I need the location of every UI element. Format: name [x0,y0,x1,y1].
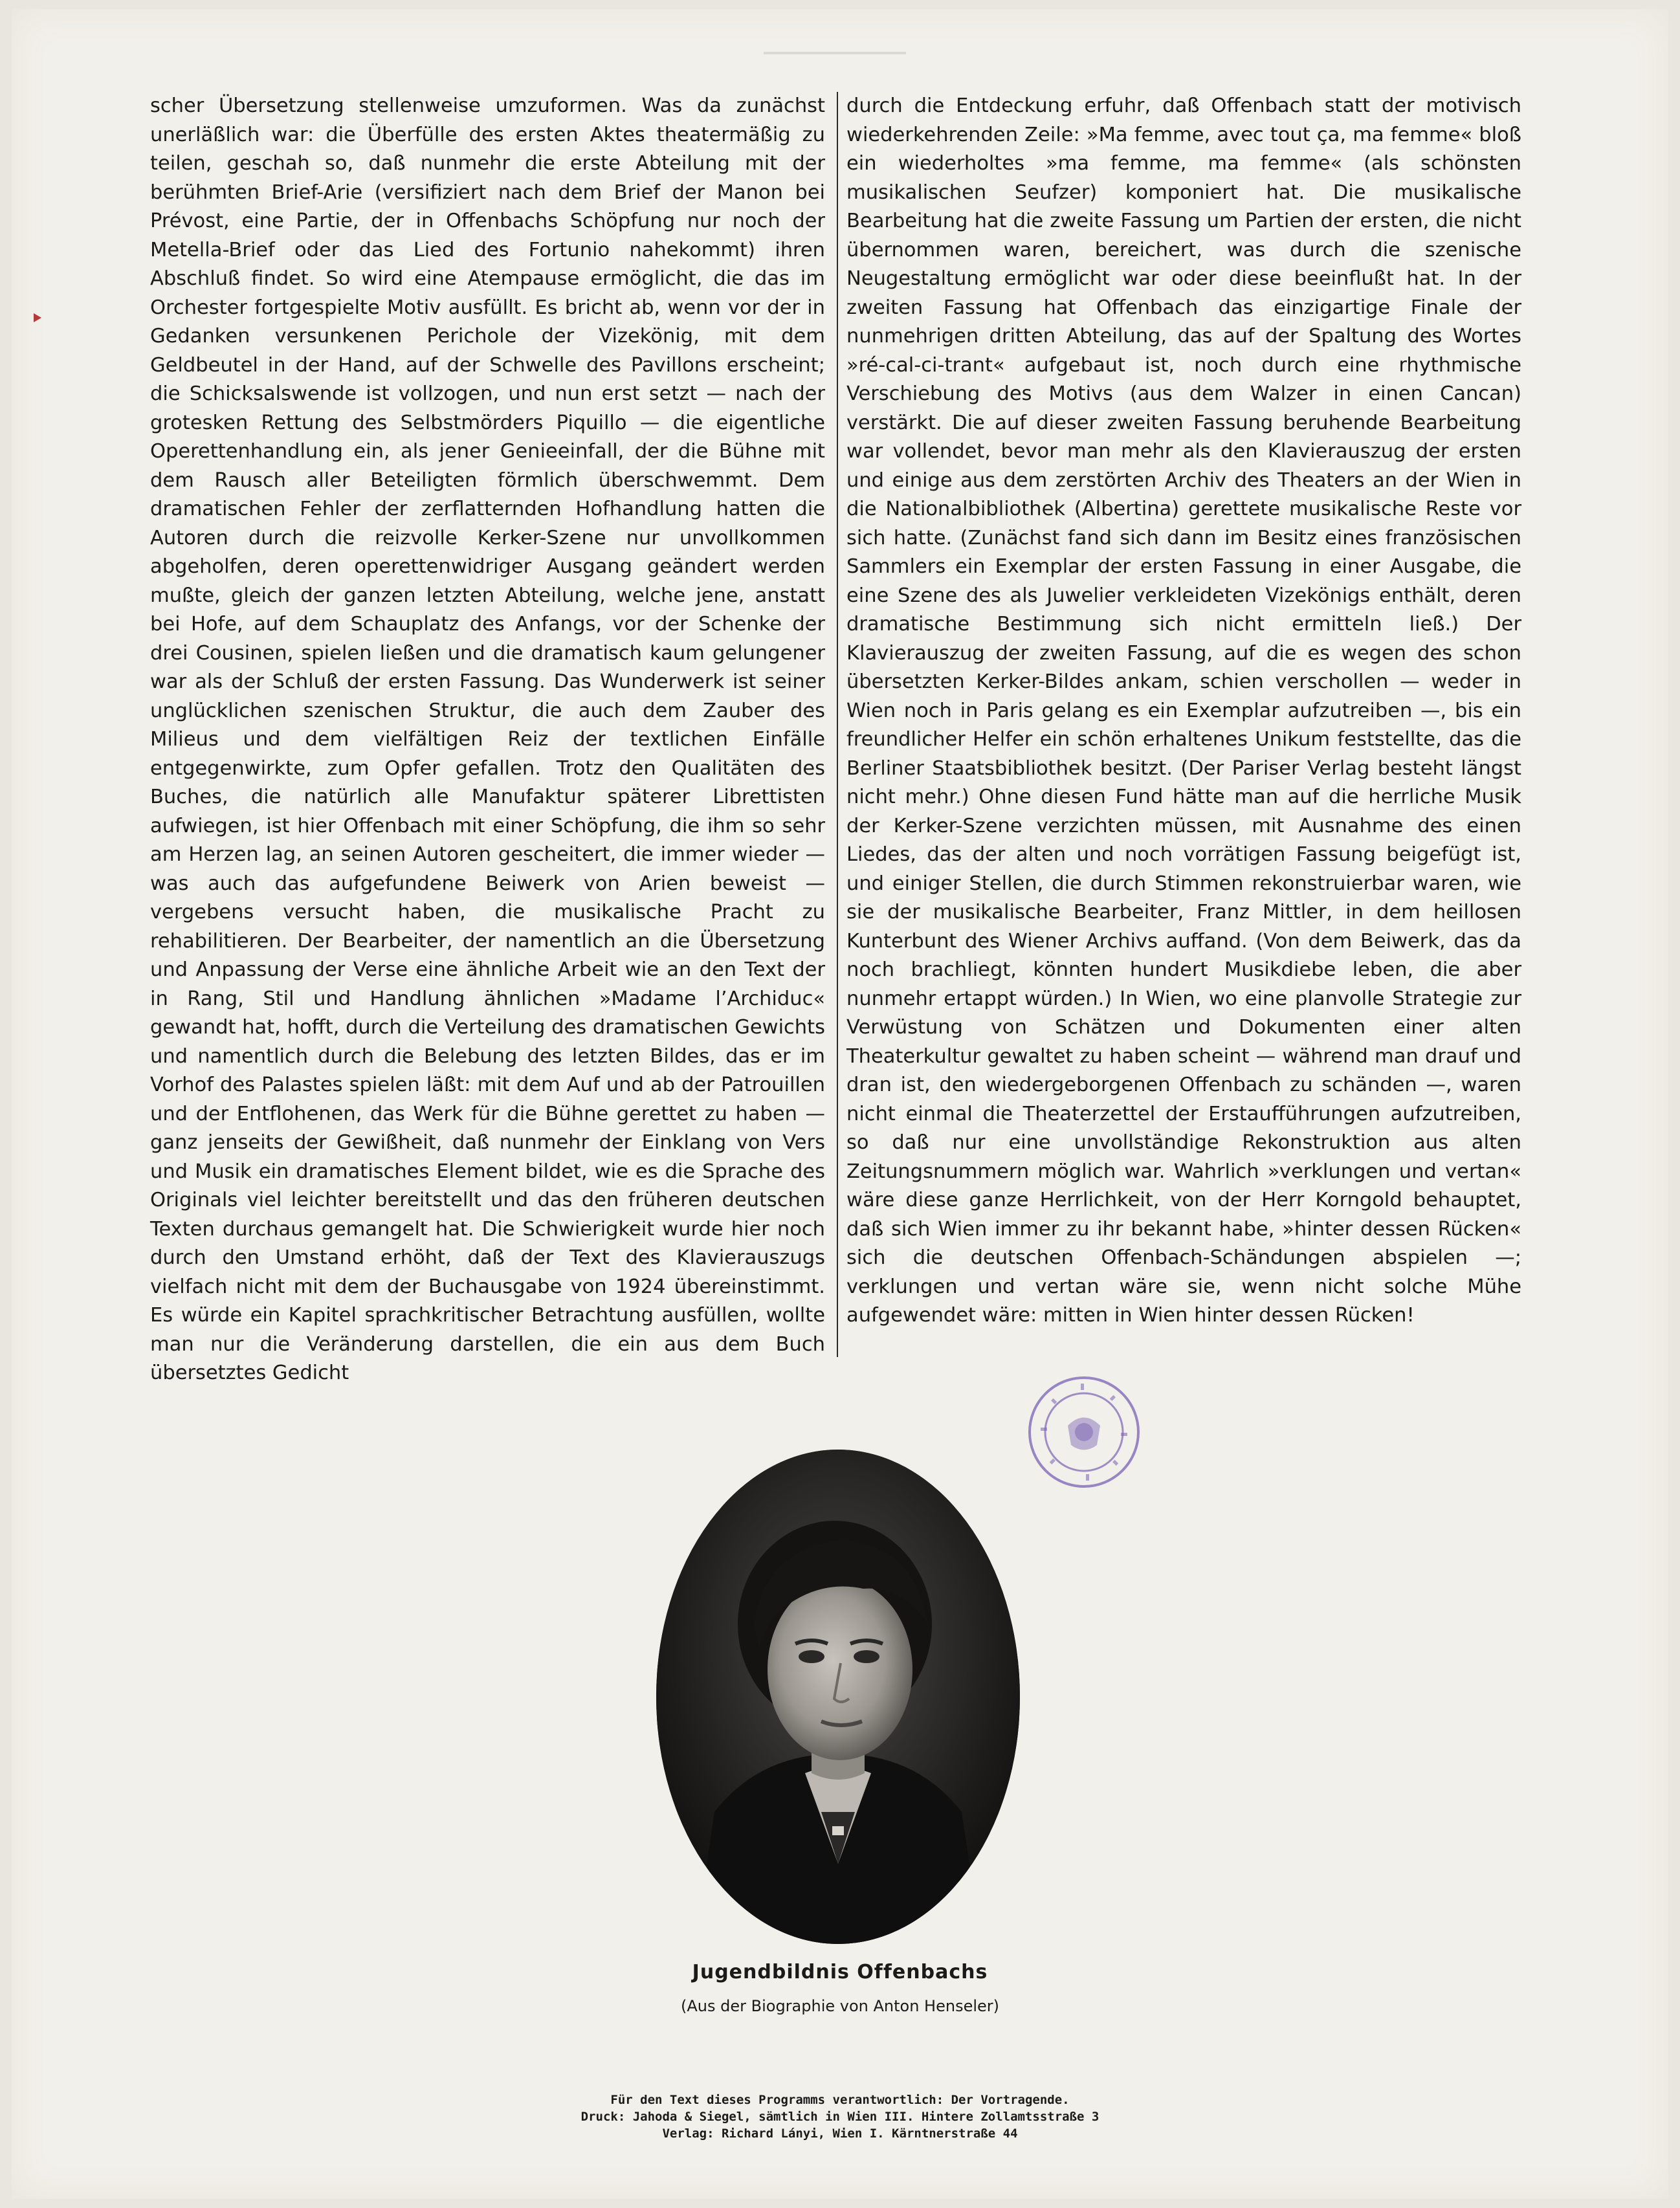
portrait-caption-title: Jugendbildnis Offenbachs [692,1961,988,1983]
left-column-text: scher Übersetzung stellenweise umzuformen. Was da zunächst unerläßlich war: die Überfülle des ersten Aktes theatermäßig zu teilen, geschah so, daß nunmehr die erste Abteilung mit der berühmten Brief-Arie (versifiziert nach dem Brief der Manon bei Prévost, eine Partie, der in Offenbachs Schöpfung nur noch der Metella-Brief oder das Lied des Fortunio nahekommt) ihren Abschluß findet. So wird eine Atempause ermöglicht, die das im Orchester fortgespielte Motiv ausfüllt. Es bricht ab, wenn vor der in Gedanken versunkenen Perichole der Vizekönig, mit dem Geldbeutel in der Hand, auf der Schwelle des Pavillons erscheint; die Schicksalswende ist vollzogen, und nun erst setzt — nach der grotesken Rettung des Selbstmörders Piquillo — die eigentliche Operettenhandlung ein, als jener Genieeinfall, der die Bühne mit dem Rausch aller Beteiligten förmlich überschwemmt. Dem dramatischen Fehler der zerflatternden Hofhandlung hatten die Autoren durch die reizvolle Kerker-Szene nur unvollkommen abgeholfen, deren operettenwidriger Ausgang geändert werden mußte, gleich der ganzen letzten Abteilung, welche jene, anstatt bei Hofe, auf dem Schauplatz des Anfangs, vor der Schenke der drei Cousinen, spielen ließen und die dramatisch kaum gelungener war als der Schluß der ersten Fassung. Das Wunderwerk ist seiner unglücklichen szenischen Struktur, die auch dem Zauber des Milieus und dem vielfältigen Reiz der textlichen Einfälle entgegenwirkte, zum Opfer gefallen. Trotz den Qualitäten des Buches, die natürlich alle Manufaktur späterer Librettisten aufwiegen, ist hier Offenbach mit einer Schöpfung, die ihm so sehr am Herzen lag, an seinen Autoren gescheitert, die immer wieder — was auch das aufgefundene Beiwerk von Arien beweist — vergebens versucht haben, die musikalische Pracht zu rehabilitieren. Der Bearbeiter, der namentlich an die Übersetzung und Anpassung der Verse eine ähnliche Arbeit wie an den Text der in Rang, Stil und Handlung ähnlichen »Madame l’Archiduc« gewandt hat, hofft, durch die Verteilung des dramatischen Gewichts und namentlich durch die Belebung des letzten Bildes, das er im Vorhof des Palastes spielen läßt: mit dem Auf und ab der Patrouillen und der Entflohenen, das Werk für die Bühne gerettet zu haben — ganz jenseits der Gewißheit, daß nunmehr der Einklang von Vers und Musik ein dramatisches Element bildet, wie es die Sprache des Originals viel leichter bereitstellt und das den früheren deutschen Texten durchaus gemangelt hat. Die Schwierigkeit wurde hier noch durch den Umstand erhöht, daß der Text des Klavierauszugs vielfach nicht mit dem der Buchausgabe von 1924 übereinstimmt. Es würde ein Kapitel sprachkritischer Betrachtung ausfüllen, wollte man nur die Veränderung darstellen, die ein aus dem Buch übersetztes Gedicht [150,94,825,1384]
imprint-footer [0,2092,1680,2142]
imprint-responsibility: Für den Text dieses Programms verantwortlich: Der Vortragende. [610,2093,1070,2107]
right-column-text: durch die Entdeckung erfuhr, daß Offenbach statt der motivisch wiederkehrenden Zeile: »Ma femme, avec tout ça, ma femme« bloß ein wiederholtes »ma femme, ma femme« (als schönsten musikalischen Seufzer) komponiert hat. Die musikalische Bearbeitung hat die zweite Fassung um Partien der ersten, die nicht übernommen waren, bereichert, was durch die szenische Neugestaltung ermöglicht war oder diese beeinflußt hat. In der zweiten Fassung hat Offenbach das einzigartige Finale der nunmehrigen dritten Abteilung, das auf der Spaltung des Wortes »ré-cal-ci-trant« aufgebaut ist, noch durch eine rhythmische Verschiebung des Motivs (aus dem Walzer in einen Cancan) verstärkt. Die auf dieser zweiten Fassung beruhende Bearbeitung war vollendet, bevor man mehr als den Klavierauszug der ersten und einige aus dem zerstörten Archiv des Theaters an der Wien in die Nationalbibliothek (Albertina) gerettete musikalische Reste vor sich hatte. (Zunächst fand sich dann im Besitz eines französischen Sammlers ein Exemplar der ersten Fassung in einer Ausgabe, die eine Szene des als Juwelier verkleideten Vizekönigs enthält, deren dramatische Bestimmung sich nicht ermitteln ließ.) Der Klavierauszug der zweiten Fassung, auf die es wegen des schon übersetzten Kerker-Bildes ankam, schien verschollen — weder in Wien noch in Paris gelang es ein Exemplar aufzutreiben —, bis ein freundlicher Helfer ein schön erhaltenes Unikum feststellte, das die Berliner Staatsbibliothek besitzt. (Der Pariser Verlag besteht längst nicht mehr.) Ohne diesen Fund hätte man auf die herrliche Musik der Kerker-Szene verzichten müssen, mit Ausnahme des einen Liedes, das der alten und noch vorrätigen Fassung beigefügt ist, und einiger Stellen, die durch Stimmen rekonstruierbar waren, wie sie der musikalische Bearbeiter, Franz Mittler, in dem heillosen Kunterbunt des Wiener Archivs auffand. (Von dem Beiwerk, das da noch brachliegt, könnten hundert Musikdiebe leben, die aber nunmehr ertappt würden.) In Wien, wo eine planvolle Strategie zur Verwüstung von Schätzen und Dokumenten einer alten Theaterkultur gewaltet zu haben scheint — während man drauf und dran ist, den wiedergeborgenen Offenbach zu schänden —, waren nicht einmal die Theaterzettel der Erstaufführungen aufzutreiben, so daß nur eine unvollständige Rekonstruktion aus alten Zeitungsnummern möglich war. Wahrlich »verklungen und vertan« wäre diese ganze Herrlichkeit, von der Herr Korngold behauptet, daß sich Wien immer zu ihr bekannt habe, »hinter dessen Rücken« sich die deutschen Offenbach-Schändungen abspielen —; verklungen und vertan wäre sie, wenn nicht solche Mühe aufgewendet wäre: mitten in Wien hinter dessen Rücken! [846,94,1521,1327]
bleed-through-mark [764,52,906,54]
margin-mark [34,313,41,322]
column-divider [837,92,838,1357]
article-column-right [846,92,1521,1330]
portrait-image [656,1450,1020,1944]
imprint-printer: Druck: Jahoda & Siegel, sämtlich in Wien III. Hintere Zollamtsstraße 3 [580,2110,1100,2124]
library-stamp [1022,1371,1145,1494]
imprint-publisher: Verlag: Richard Lányi, Wien I. Kärntnerstraße 44 [662,2126,1018,2141]
portrait-caption-source: (Aus der Biographie von Anton Henseler) [681,1997,999,2015]
article-column-left [150,92,825,1388]
